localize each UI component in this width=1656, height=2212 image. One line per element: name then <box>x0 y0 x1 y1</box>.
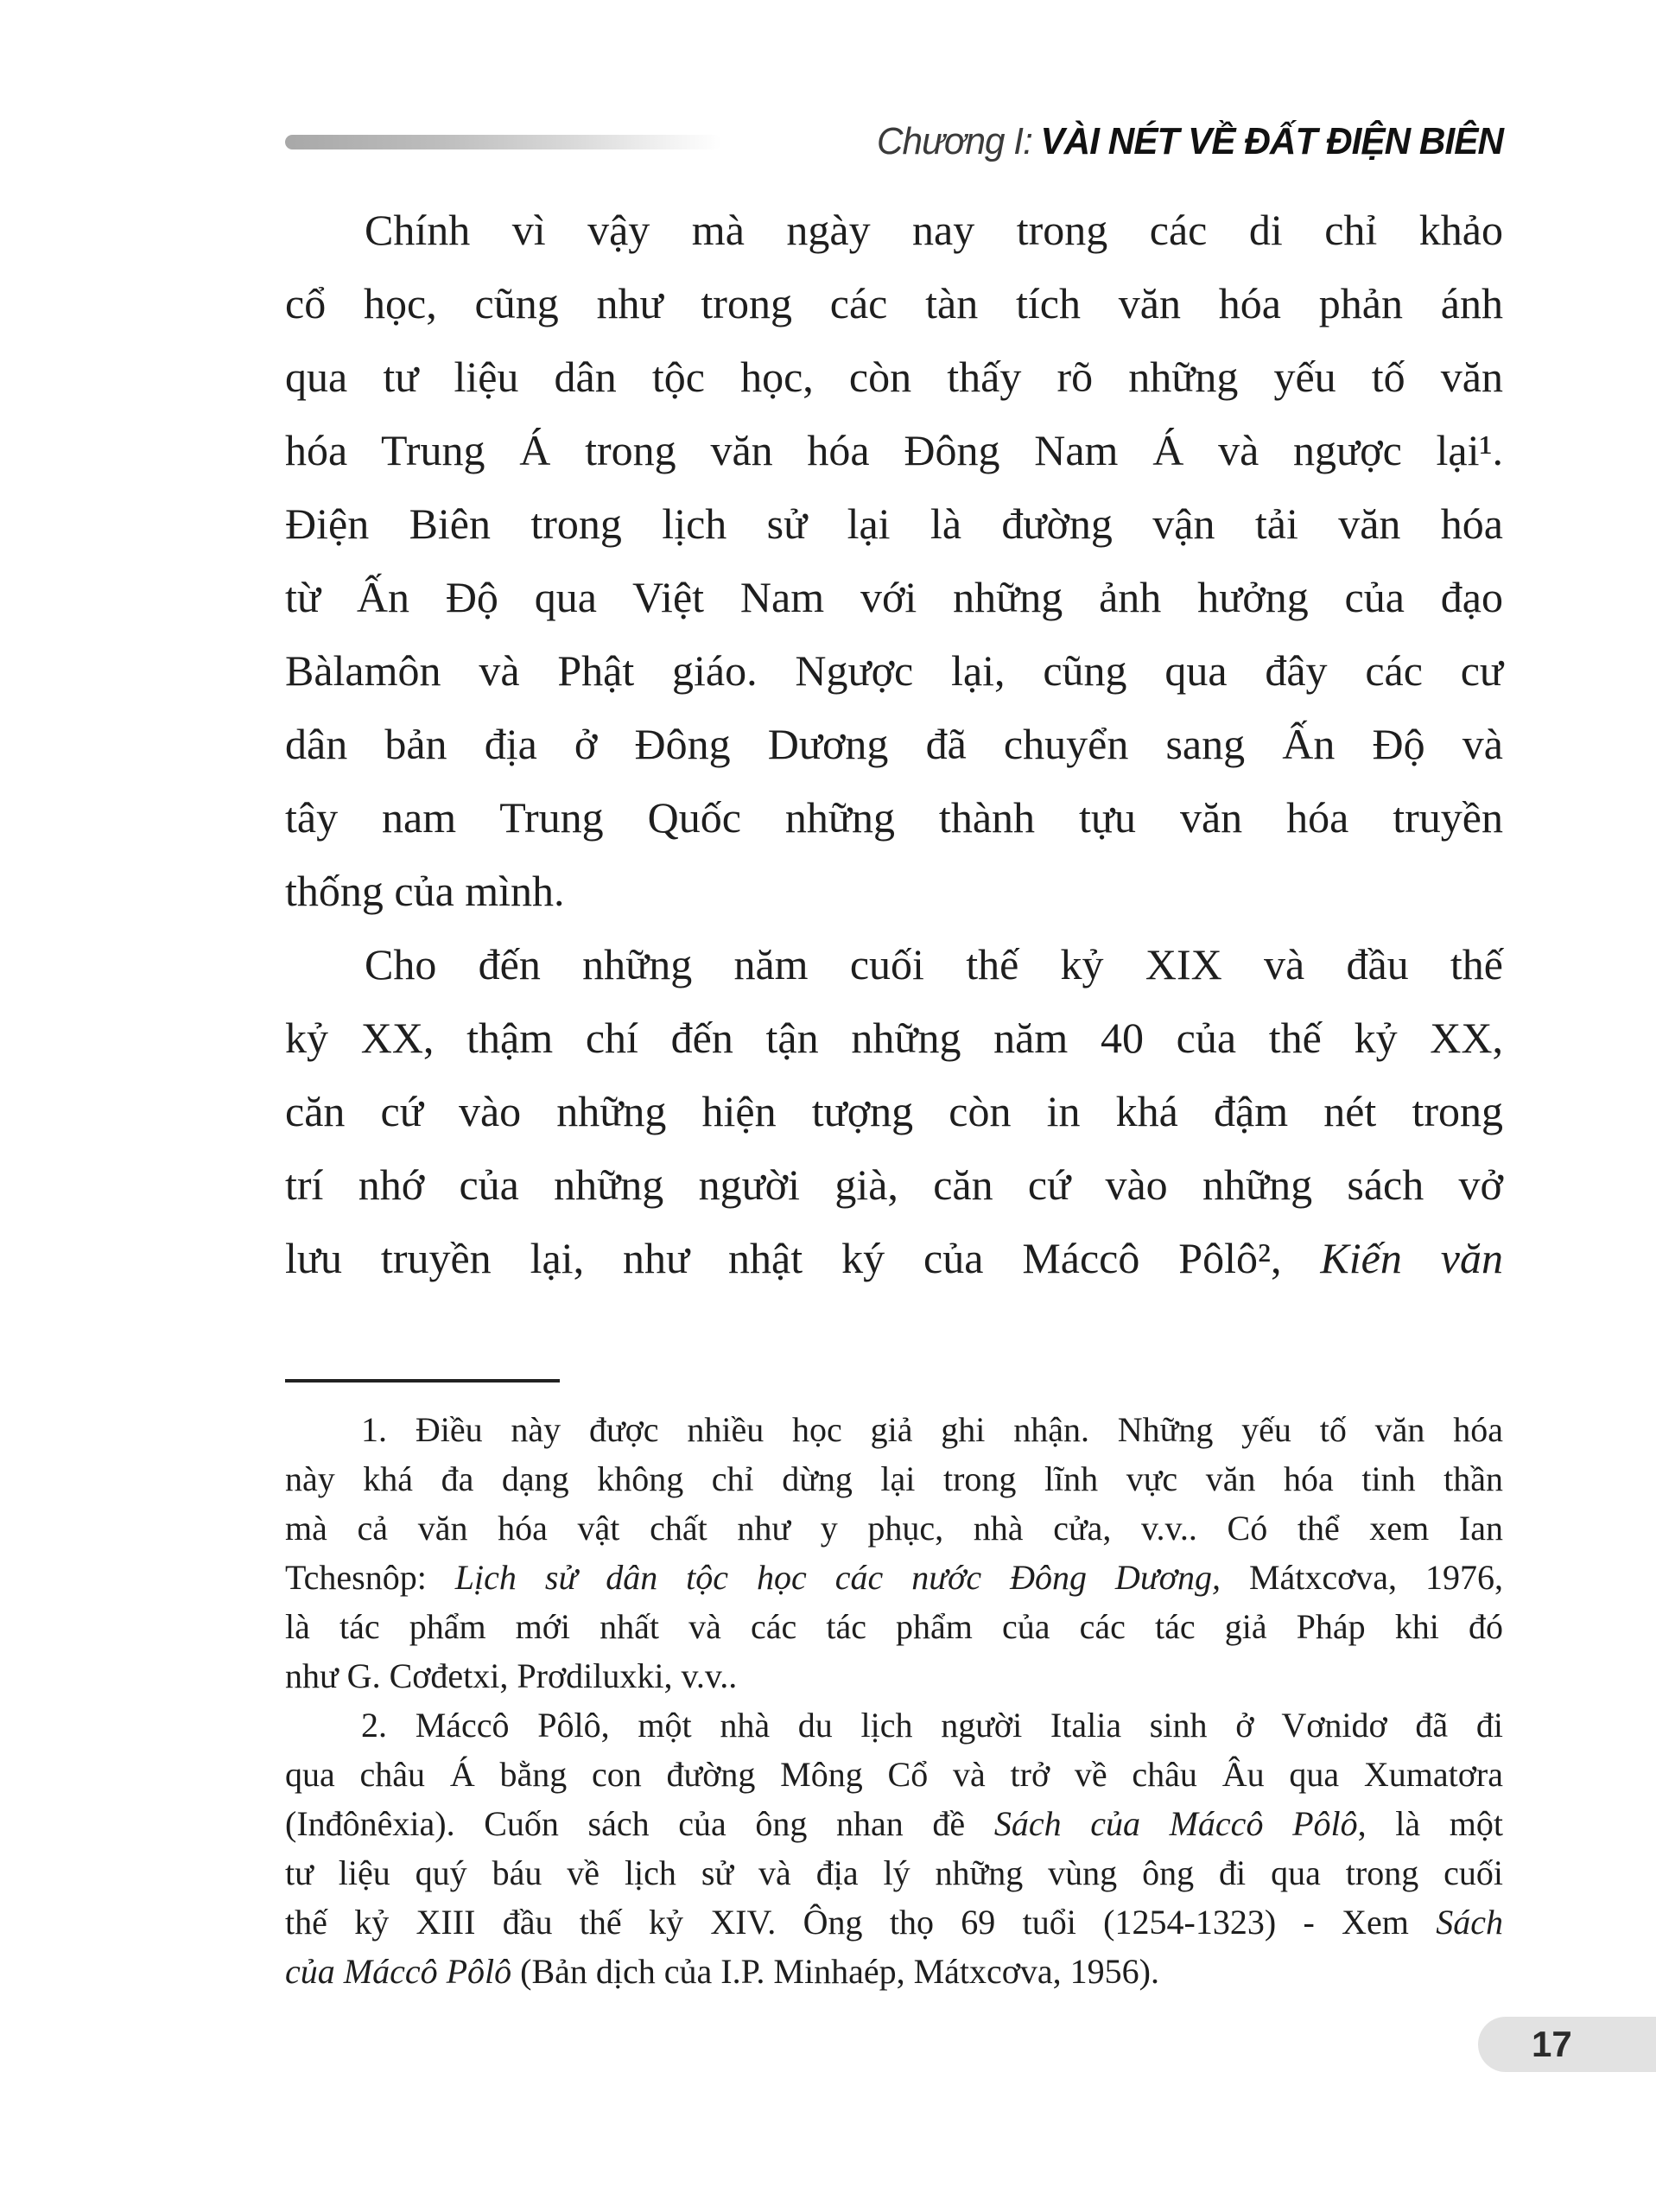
text-segment: (Bản dịch của I.P. Minhaép, Mátxcơva, 1956). <box>511 1952 1160 1991</box>
text-segment: như G. Cơđetxi, Prơdiluxki, v.v.. <box>285 1656 738 1695</box>
footnote-line <box>285 1700 1503 1750</box>
body-line <box>285 414 1503 487</box>
chapter-heading <box>752 120 1503 163</box>
body-line <box>285 267 1503 340</box>
footnote-line <box>285 1651 1503 1700</box>
text-segment: hóa Trung Á trong văn hóa Đông Nam Á và ngược lại¹. <box>285 426 1503 474</box>
footnote-line <box>285 1602 1503 1651</box>
footnote-line <box>285 1947 1503 1996</box>
text-segment: trí nhớ của những người già, căn cứ vào những sách vở <box>285 1160 1503 1209</box>
footnote-line <box>285 1454 1503 1503</box>
body-line <box>285 1075 1503 1148</box>
text-segment: tây nam Trung Quốc những thành tựu văn hóa truyền <box>285 793 1503 842</box>
text-segment: 2. Máccô Pôlô, một nhà du lịch người Italia sinh ở Vơnidơ đã đi <box>361 1706 1503 1745</box>
body-line <box>285 561 1503 634</box>
body-line <box>285 1148 1503 1222</box>
text-segment: cổ học, cũng như trong các tàn tích văn hóa phản ánh <box>285 279 1503 327</box>
footnote-line <box>285 1799 1503 1848</box>
footnote-line <box>285 1405 1503 1454</box>
text-segment: căn cứ vào những hiện tượng còn in khá đậm nét trong <box>285 1087 1503 1135</box>
text-segment: Cho đến những năm cuối thế kỷ XIX và đầu thế <box>365 940 1503 988</box>
italic-text-segment: của Máccô Pôlô <box>285 1952 512 1991</box>
body-line <box>285 928 1503 1001</box>
text-segment: (Inđônêxia). Cuốn sách của ông nhan đề <box>285 1804 994 1843</box>
body-line <box>285 194 1503 267</box>
footnotes-block <box>285 1405 1503 1996</box>
text-segment: qua châu Á bằng con đường Mông Cổ và trở về châu Âu qua Xumatơra <box>285 1755 1503 1794</box>
text-segment: Điện Biên trong lịch sử lại là đường vận tải văn hóa <box>285 499 1503 548</box>
text-segment: mà cả văn hóa vật chất như y phục, nhà cửa, v.v.. Có thể xem Ian <box>285 1509 1503 1548</box>
italic-text-segment: Sách <box>1436 1903 1503 1942</box>
body-line <box>285 781 1503 855</box>
footnote-separator-rule <box>285 1379 560 1382</box>
body-line <box>285 634 1503 708</box>
text-segment: kỷ XX, thậm chí đến tận những năm 40 của thế kỷ XX, <box>285 1014 1503 1062</box>
body-line <box>285 487 1503 561</box>
footnote-line <box>285 1750 1503 1799</box>
chapter-label: Chương I: <box>877 120 1032 162</box>
page-number: 17 <box>1532 2024 1572 2064</box>
footnote-line <box>285 1553 1503 1602</box>
text-segment: lưu truyền lại, như nhật ký của Máccô Pôlô², <box>285 1234 1321 1282</box>
text-segment: Bàlamôn và Phật giáo. Ngược lại, cũng qua đây các cư <box>285 646 1503 695</box>
page-number-pill <box>1478 2017 1656 2072</box>
header-gradient-rule <box>285 135 721 149</box>
chapter-title: VÀI NÉT VỀ ĐẤT ĐIỆN BIÊN <box>1040 120 1503 162</box>
italic-text-segment: Lịch sử dân tộc học các nước Đông Dương, <box>454 1558 1221 1597</box>
footnote-line <box>285 1503 1503 1553</box>
footnote-line <box>285 1897 1503 1947</box>
text-segment: Mátxcơva, 1976, <box>1220 1558 1504 1597</box>
body-line <box>285 340 1503 414</box>
body-line <box>285 1001 1503 1075</box>
text-segment: thống của mình. <box>285 867 565 915</box>
body-line <box>285 708 1503 781</box>
footnote-line <box>285 1848 1503 1897</box>
text-segment: 1. Điều này được nhiều học giả ghi nhận. Những yếu tố văn hóa <box>361 1410 1503 1449</box>
text-segment: này khá đa dạng không chỉ dừng lại trong lĩnh vực văn hóa tinh thần <box>285 1459 1503 1498</box>
text-segment: thế kỷ XIII đầu thế kỷ XIV. Ông thọ 69 tuổi (1254-1323) - Xem <box>285 1903 1437 1942</box>
text-segment: Tchesnôp: <box>285 1558 455 1597</box>
body-line <box>285 855 1503 928</box>
body-text <box>285 194 1503 1295</box>
text-segment: Chính vì vậy mà ngày nay trong các di chỉ khảo <box>365 206 1503 254</box>
text-segment: từ Ấn Độ qua Việt Nam với những ảnh hưởng của đạo <box>285 573 1503 621</box>
text-segment: qua tư liệu dân tộc học, còn thấy rõ những yếu tố văn <box>285 353 1503 401</box>
chapter-header <box>285 114 1503 169</box>
italic-text-segment: Kiến văn <box>1320 1234 1503 1282</box>
italic-text-segment: Sách của Máccô Pôlô <box>993 1804 1358 1843</box>
text-segment: là tác phẩm mới nhất và các tác phẩm của các tác giả Pháp khi đó <box>285 1607 1503 1646</box>
text-segment: tư liệu quý báu về lịch sử và địa lý những vùng ông đi qua trong cuối <box>285 1853 1503 1892</box>
text-segment: dân bản địa ở Đông Dương đã chuyển sang Ấn Độ và <box>285 720 1503 768</box>
body-line <box>285 1222 1503 1295</box>
text-segment: , là một <box>1357 1804 1503 1843</box>
